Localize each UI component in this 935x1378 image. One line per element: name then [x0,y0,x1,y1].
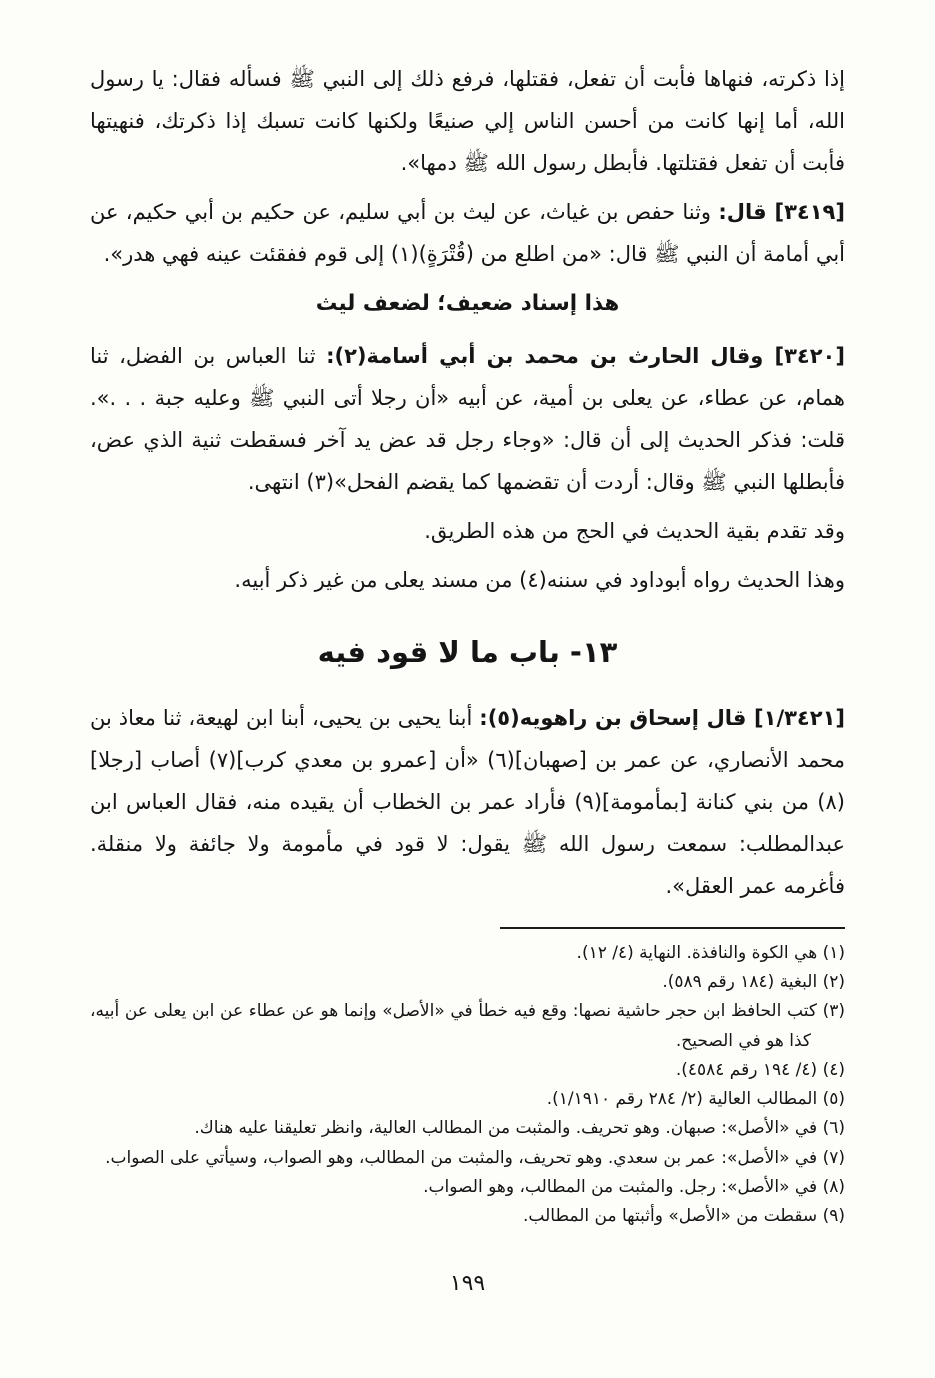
paragraph-lead: [٣٤٢٠] وقال الحارث بن محمد بن أبي أسامة(٢): [326,344,845,368]
paragraph-note-abudawud [90,559,845,601]
paragraph-text: أبنا يحيى بن يحيى، أبنا ابن لهيعة، ثنا معاذ بن محمد الأنصاري، عن عمر بن [صهبان](٦) «أن [عمرو بن معدي كرب](٧) أصاب [رجلا](٨) من بني كنانة [بمأمومة](٩) فأراد عمر بن الخطاب أن يقيده منه، فقال العباس ابن عبدالمطلب: سمعت رسول الله ﷺ يقول: لا قود في مأمومة ولا جائفة ولا منقلة. فأغرمه عمر العقل». [90,706,845,898]
paragraph-hadith-3419 [90,191,845,275]
paragraph-text: إذا ذكرته، فنهاها فأبت أن تفعل، فقتلها، فرفع ذلك إلى النبي ﷺ فسأله فقال: يا رسول الله، أما إنها كانت من أحسن الناس إلي صنيعًا ولكنها كانت تسبك إذا ذكرتك، فنهيتها فأبت أن تفعل فقتلتها. فأبطل رسول الله ﷺ دمها». [90,67,845,175]
paragraph-hadith-3421 [90,697,845,907]
footnote-item-5: (٥) المطالب العالية (٢/ ٢٨٤ رقم ١/١٩١٠). [546,1089,845,1110]
footnote-item-1: (١) هي الكوة والنافذة. النهاية (٤/ ١٢). [576,943,845,963]
footnote-item-6: (٦) في «الأصل»: صبهان. وهو تحريف. والمثبت من المطالب العالية، وانظر تعليقنا عليه هناك. [194,1118,845,1139]
main-text [90,58,845,907]
footnote-item-8: (٨) في «الأصل»: رجل. والمثبت من المطالب، وهو الصواب. [423,1176,845,1197]
footnote-item-9: (٩) سقطت من «الأصل» وأثبتها من المطالب. [522,1206,845,1227]
footnote-item-2: (٢) البغية (١٨٤ رقم ٥٨٩). [662,972,845,993]
isnad-grading-note: هذا إسناد ضعيف؛ لضعف ليث [315,291,620,316]
page-number: ١٩٩ [449,1271,486,1296]
footnote-item-4: (٤) (٤/ ١٩٤ رقم ٤٥٨٤). [675,1059,845,1080]
paragraph-text: وقد تقدم بقية الحديث في الحج من هذه الطريق. [424,519,845,543]
paragraph-hadith-3420 [90,335,845,503]
footnote-separator-rule [500,927,845,929]
footnote-item-7: (٧) في «الأصل»: عمر بن سعدي. وهو تحريف، والمثبت من المطالب، وهو الصواب، وسيأتي على الصواب. [105,1147,845,1168]
paragraph-note-hajj [90,510,845,552]
paragraph-lead: [١/٣٤٢١] قال إسحاق بن راهويه(٥): [479,706,845,730]
footnote-item-3: (٣) كتب الحافظ ابن حجر حاشية نصها: وقع فيه خطأ في «الأصل» وإنما هو عن عطاء عن ابن يعلى عن أبيه، كذا هو في الصحيح. [90,1001,845,1051]
chapter-heading: ١٣- باب ما لا قود فيه [317,635,618,669]
paragraph-lead: [٣٤١٩] قال: [718,200,845,224]
paragraph-continuation [90,58,845,184]
paragraph-text: وهذا الحديث رواه أبوداود في سننه(٤) من مسند يعلى من غير ذكر أبيه. [234,568,845,592]
paragraph-text: وثنا حفص بن غياث، عن ليث بن أبي سليم، عن حكيم بن أبي حكيم، عن أبي أمامة أن النبي ﷺ قال: «من اطلع من (قُتْرَةٍ)(١) إلى قوم ففقئت عينه فهي هدر». [90,200,845,266]
paragraph-text: ثنا العباس بن الفضل، ثنا همام، عن عطاء، عن يعلى بن أمية، عن أبيه «أن رجلا أتى النبي ﷺ وعليه جبة . . .». قلت: فذكر الحديث إلى أن قال: «وجاء رجل قد عض يد آخر فسقطت ثنية الذي عض، فأبطلها النبي ﷺ وقال: أردت أن تقضمها كما يقضم الفحل»(٣) انتهى. [90,344,845,494]
footnotes-section [90,927,845,1231]
